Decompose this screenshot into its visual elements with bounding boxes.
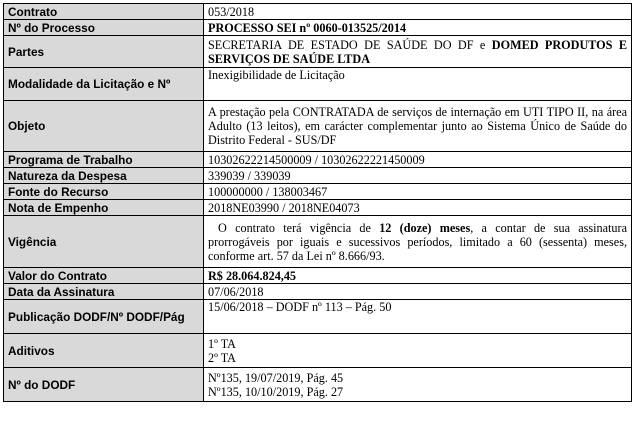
row-aditivos [4,334,632,368]
value-valor: R$ 28.064.824,45 [204,268,632,284]
vigencia-pre: O contrato terá vigência de [218,220,380,235]
row-partes [4,36,632,68]
value-partes [204,36,632,68]
row-processo [4,20,632,36]
dodf-item: Nº135, 19/07/2019, Pág. 45 [208,370,344,385]
value-assinatura: 07/06/2018 [204,284,632,300]
value-contrato: 053/2018 [204,4,632,20]
row-modalidade [4,68,632,101]
partes-regular: SECRETARIA DE ESTADO DE SAÚDE DO DF e [208,37,492,52]
aditivo-item: 1º TA [208,336,236,351]
value-fonte: 100000000 / 138003467 [204,184,632,200]
label-natureza: Natureza da Despesa [4,168,204,184]
label-assinatura: Data da Assinatura [4,284,204,300]
row-valor [4,268,632,284]
dodf-item: Nº135, 10/10/2019, Pág. 27 [208,384,344,399]
row-vigencia [4,216,632,268]
label-valor: Valor do Contrato [4,268,204,284]
row-publicacao [4,300,632,334]
contract-table [3,3,632,402]
label-contrato: Contrato [4,4,204,20]
value-vigencia [204,216,632,268]
row-contrato [4,4,632,20]
row-assinatura [4,284,632,300]
row-objeto [4,101,632,152]
label-fonte: Fonte do Recurso [4,184,204,200]
value-programa: 10302622214500009 / 10302622221450009 [204,152,632,168]
label-vigencia: Vigência [4,216,204,268]
label-empenho: Nota de Empenho [4,200,204,216]
label-aditivos: Aditivos [4,334,204,368]
label-objeto: Objeto [4,101,204,152]
vigencia-post: , a contar de sua assinatura prorrogáveis por iguais e sucessivos períodos, limitado a 60 (sessenta) meses, conforme art. 57 da Lei nº 8.666/93. [208,220,627,263]
value-modalidade: Inexigibilidade de Licitação [204,68,632,101]
label-publicacao: Publicação DODF/Nº DODF/Pág [4,300,204,334]
row-programa [4,152,632,168]
row-dodf [4,368,632,402]
label-programa: Programa de Trabalho [4,152,204,168]
label-processo: Nº do Processo [4,20,204,36]
value-dodf [204,368,632,402]
value-aditivos [204,334,632,368]
value-empenho: 2018NE03990 / 2018NE04073 [204,200,632,216]
value-objeto: A prestação pela CONTRATADA de serviços de internação em UTI TIPO II, na área Adulto (13 leitos), em carácter complementar junto ao Sistema Único de Saúde do Distrito Federal - SUS/DF [204,101,632,152]
value-publicacao: 15/06/2018 – DODF nº 113 – Pág. 50 [204,300,632,334]
label-modalidade: Modalidade da Licitação e Nº [4,68,204,101]
label-partes: Partes [4,36,204,68]
value-natureza: 339039 / 339039 [204,168,632,184]
value-processo: PROCESSO SEI nº 0060-013525/2014 [204,20,632,36]
aditivo-item: 2º TA [208,350,236,365]
vigencia-bold: 12 (doze) meses [379,220,471,235]
label-dodf: Nº do DODF [4,368,204,402]
partes-bold: DOMED PRODUTOS E SERVIÇOS DE SAÚDE LTDA [208,37,627,66]
row-natureza [4,168,632,184]
row-empenho [4,200,632,216]
row-fonte [4,184,632,200]
